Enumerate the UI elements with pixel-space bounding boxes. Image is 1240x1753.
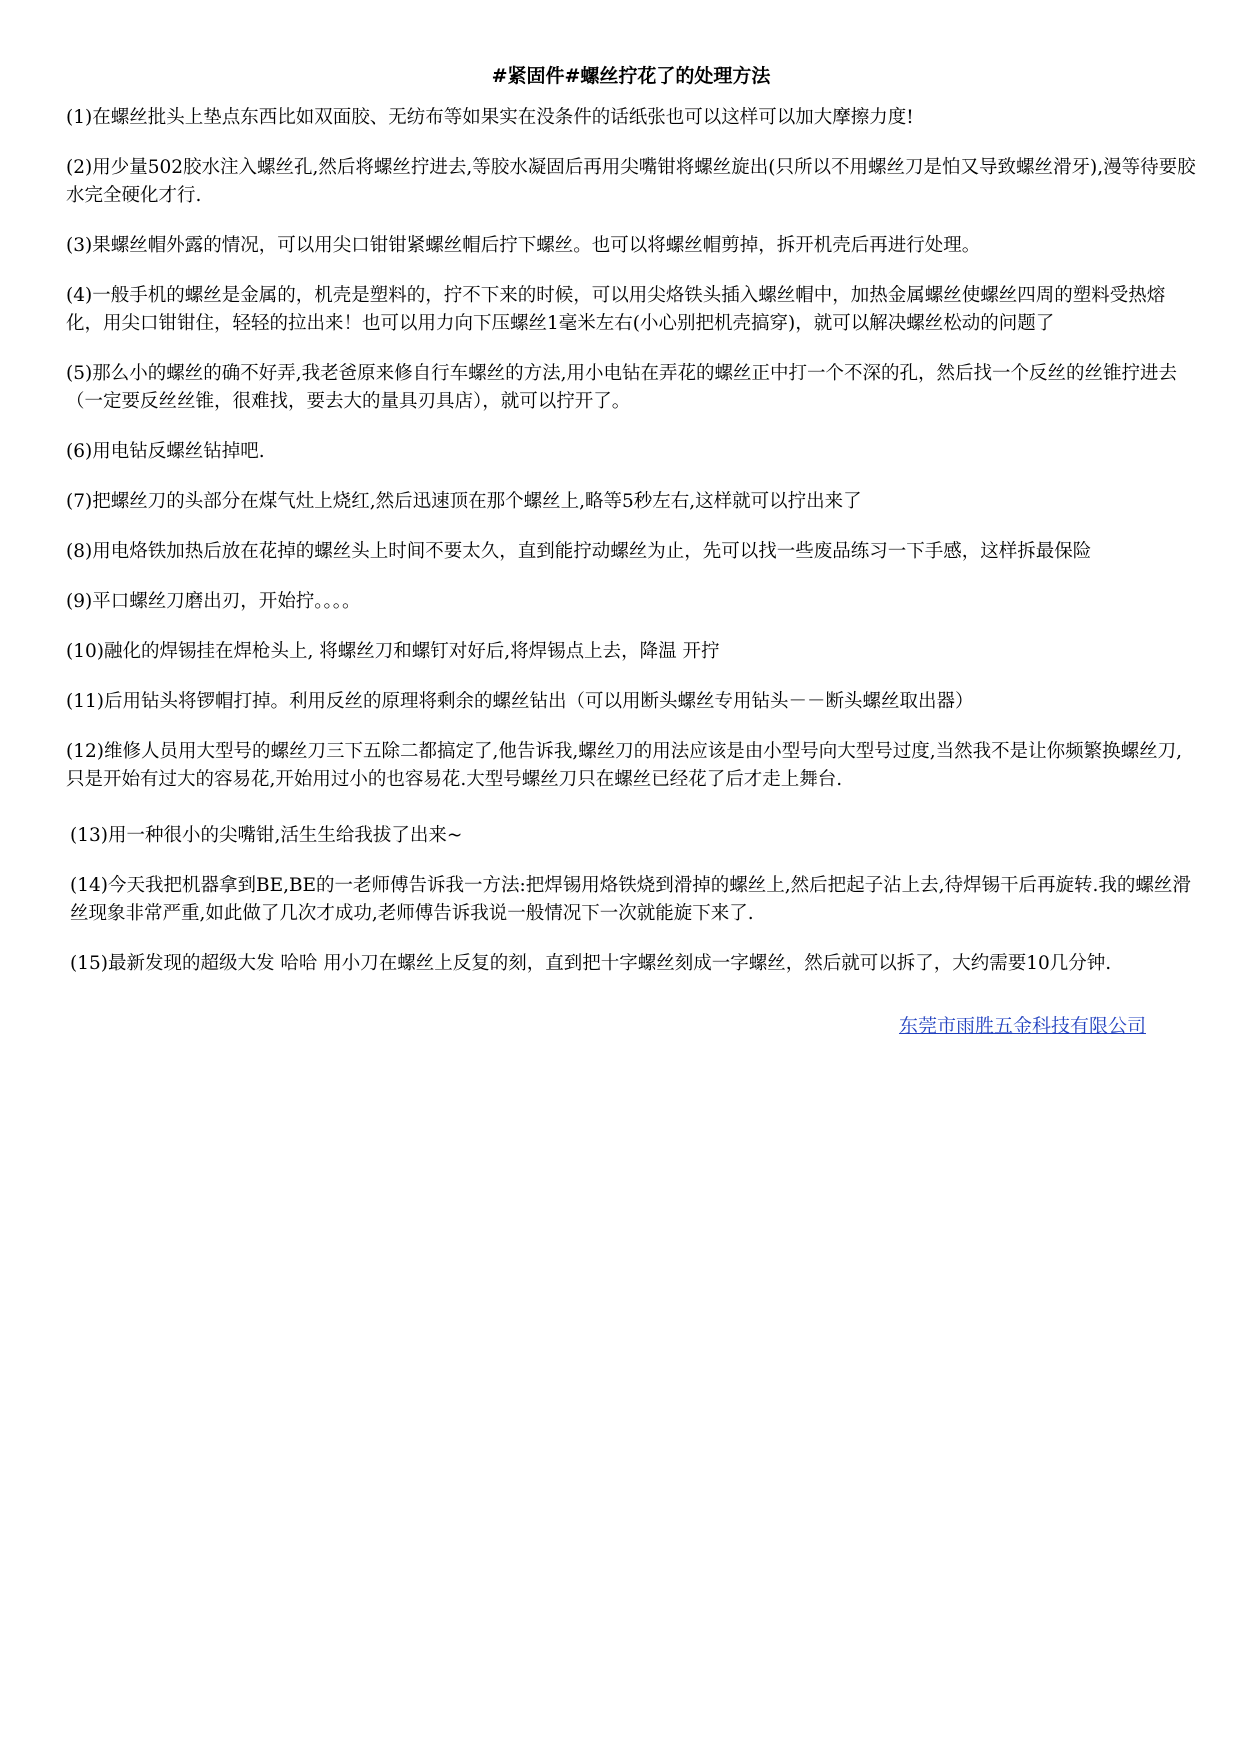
company-link[interactable]: 东莞市雨胜五金科技有限公司 [898,1015,1146,1037]
footer [66,1012,1196,1040]
paragraph-15: (15)最新发现的超级大发 哈哈 用小刀在螺丝上反复的刻，直到把十字螺丝刻成一字螺丝，然后就可以拆了，大约需要10几分钟. [70,953,1112,974]
paragraph-5: (5)那么小的螺丝的确不好弄,我老爸原来修自行车螺丝的方法,用小电钻在弄花的螺丝正中打一个不深的孔，然后找一个反丝的丝锥拧进去（一定要反丝丝锥，很难找，要去大的量具刃具店），就可以拧开了。 [66,363,1177,412]
paragraph-4: (4)一般手机的螺丝是金属的，机壳是塑料的，拧不下来的时候，可以用尖烙铁头插入螺丝帽中，加热金属螺丝使螺丝四周的塑料受热熔化，用尖口钳钳住，轻轻的拉出来！也可以用力向下压螺丝1毫米左右(小心别把机壳搞穿)，就可以解决螺丝松动的问题了 [66,285,1166,334]
paragraph-2: (2)用少量502胶水注入螺丝孔,然后将螺丝拧进去,等胶水凝固后再用尖嘴钳将螺丝旋出(只所以不用螺丝刀是怕又导致螺丝滑牙),漫等待要胶水完全硬化才行. [66,157,1196,206]
paragraph-13: (13)用一种很小的尖嘴钳,活生生给我拔了出来~ [70,825,463,846]
document-page [66,62,1196,1040]
paragraph-8: (8)用电烙铁加热后放在花掉的螺丝头上时间不要太久，直到能拧动螺丝为止，先可以找一些废品练习一下手感，这样拆最保险 [66,541,1092,562]
paragraph-11: (11)后用钻头将锣帽打掉。利用反丝的原理将剩余的螺丝钻出（可以用断头螺丝专用钻头－－断头螺丝取出器） [66,691,974,712]
document-title: #紧固件#螺丝拧花了的处理方法 [491,65,771,87]
paragraph-12: (12)维修人员用大型号的螺丝刀三下五除二都搞定了,他告诉我,螺丝刀的用法应该是由小型号向大型号过度,当然我不是让你频繁换螺丝刀,只是开始有过大的容易花,开始用过小的也容易花.大型号螺丝刀只在螺丝已经花了后才走上舞台. [66,741,1183,790]
paragraph-1: (1)在螺丝批头上垫点东西比如双面胶、无纺布等如果实在没条件的话纸张也可以这样可以加大摩擦力度! [66,107,914,128]
paragraph-14: (14)今天我把机器拿到BE,BE的一老师傅告诉我一方法:把焊锡用烙铁烧到滑掉的螺丝上,然后把起子沾上去,待焊锡干后再旋转.我的螺丝滑丝现象非常严重,如此做了几次才成功,老师傅告诉我说一般情况下一次就能旋下来了. [70,875,1191,924]
paragraph-7: (7)把螺丝刀的头部分在煤气灶上烧红,然后迅速顶在那个螺丝上,略等5秒左右,这样就可以拧出来了 [66,491,862,512]
paragraph-9: (9)平口螺丝刀磨出刃，开始拧。。。。 [66,591,361,612]
paragraph-10: (10)融化的焊锡挂在焊枪头上, 将螺丝刀和螺钉对好后,将焊锡点上去，降温 开拧 [66,641,720,662]
paragraph-6: (6)用电钻反螺丝钻掉吧. [66,441,265,462]
paragraph-3: (3)果螺丝帽外露的情况，可以用尖口钳钳紧螺丝帽后拧下螺丝。也可以将螺丝帽剪掉，拆开机壳后再进行处理。 [66,235,981,256]
